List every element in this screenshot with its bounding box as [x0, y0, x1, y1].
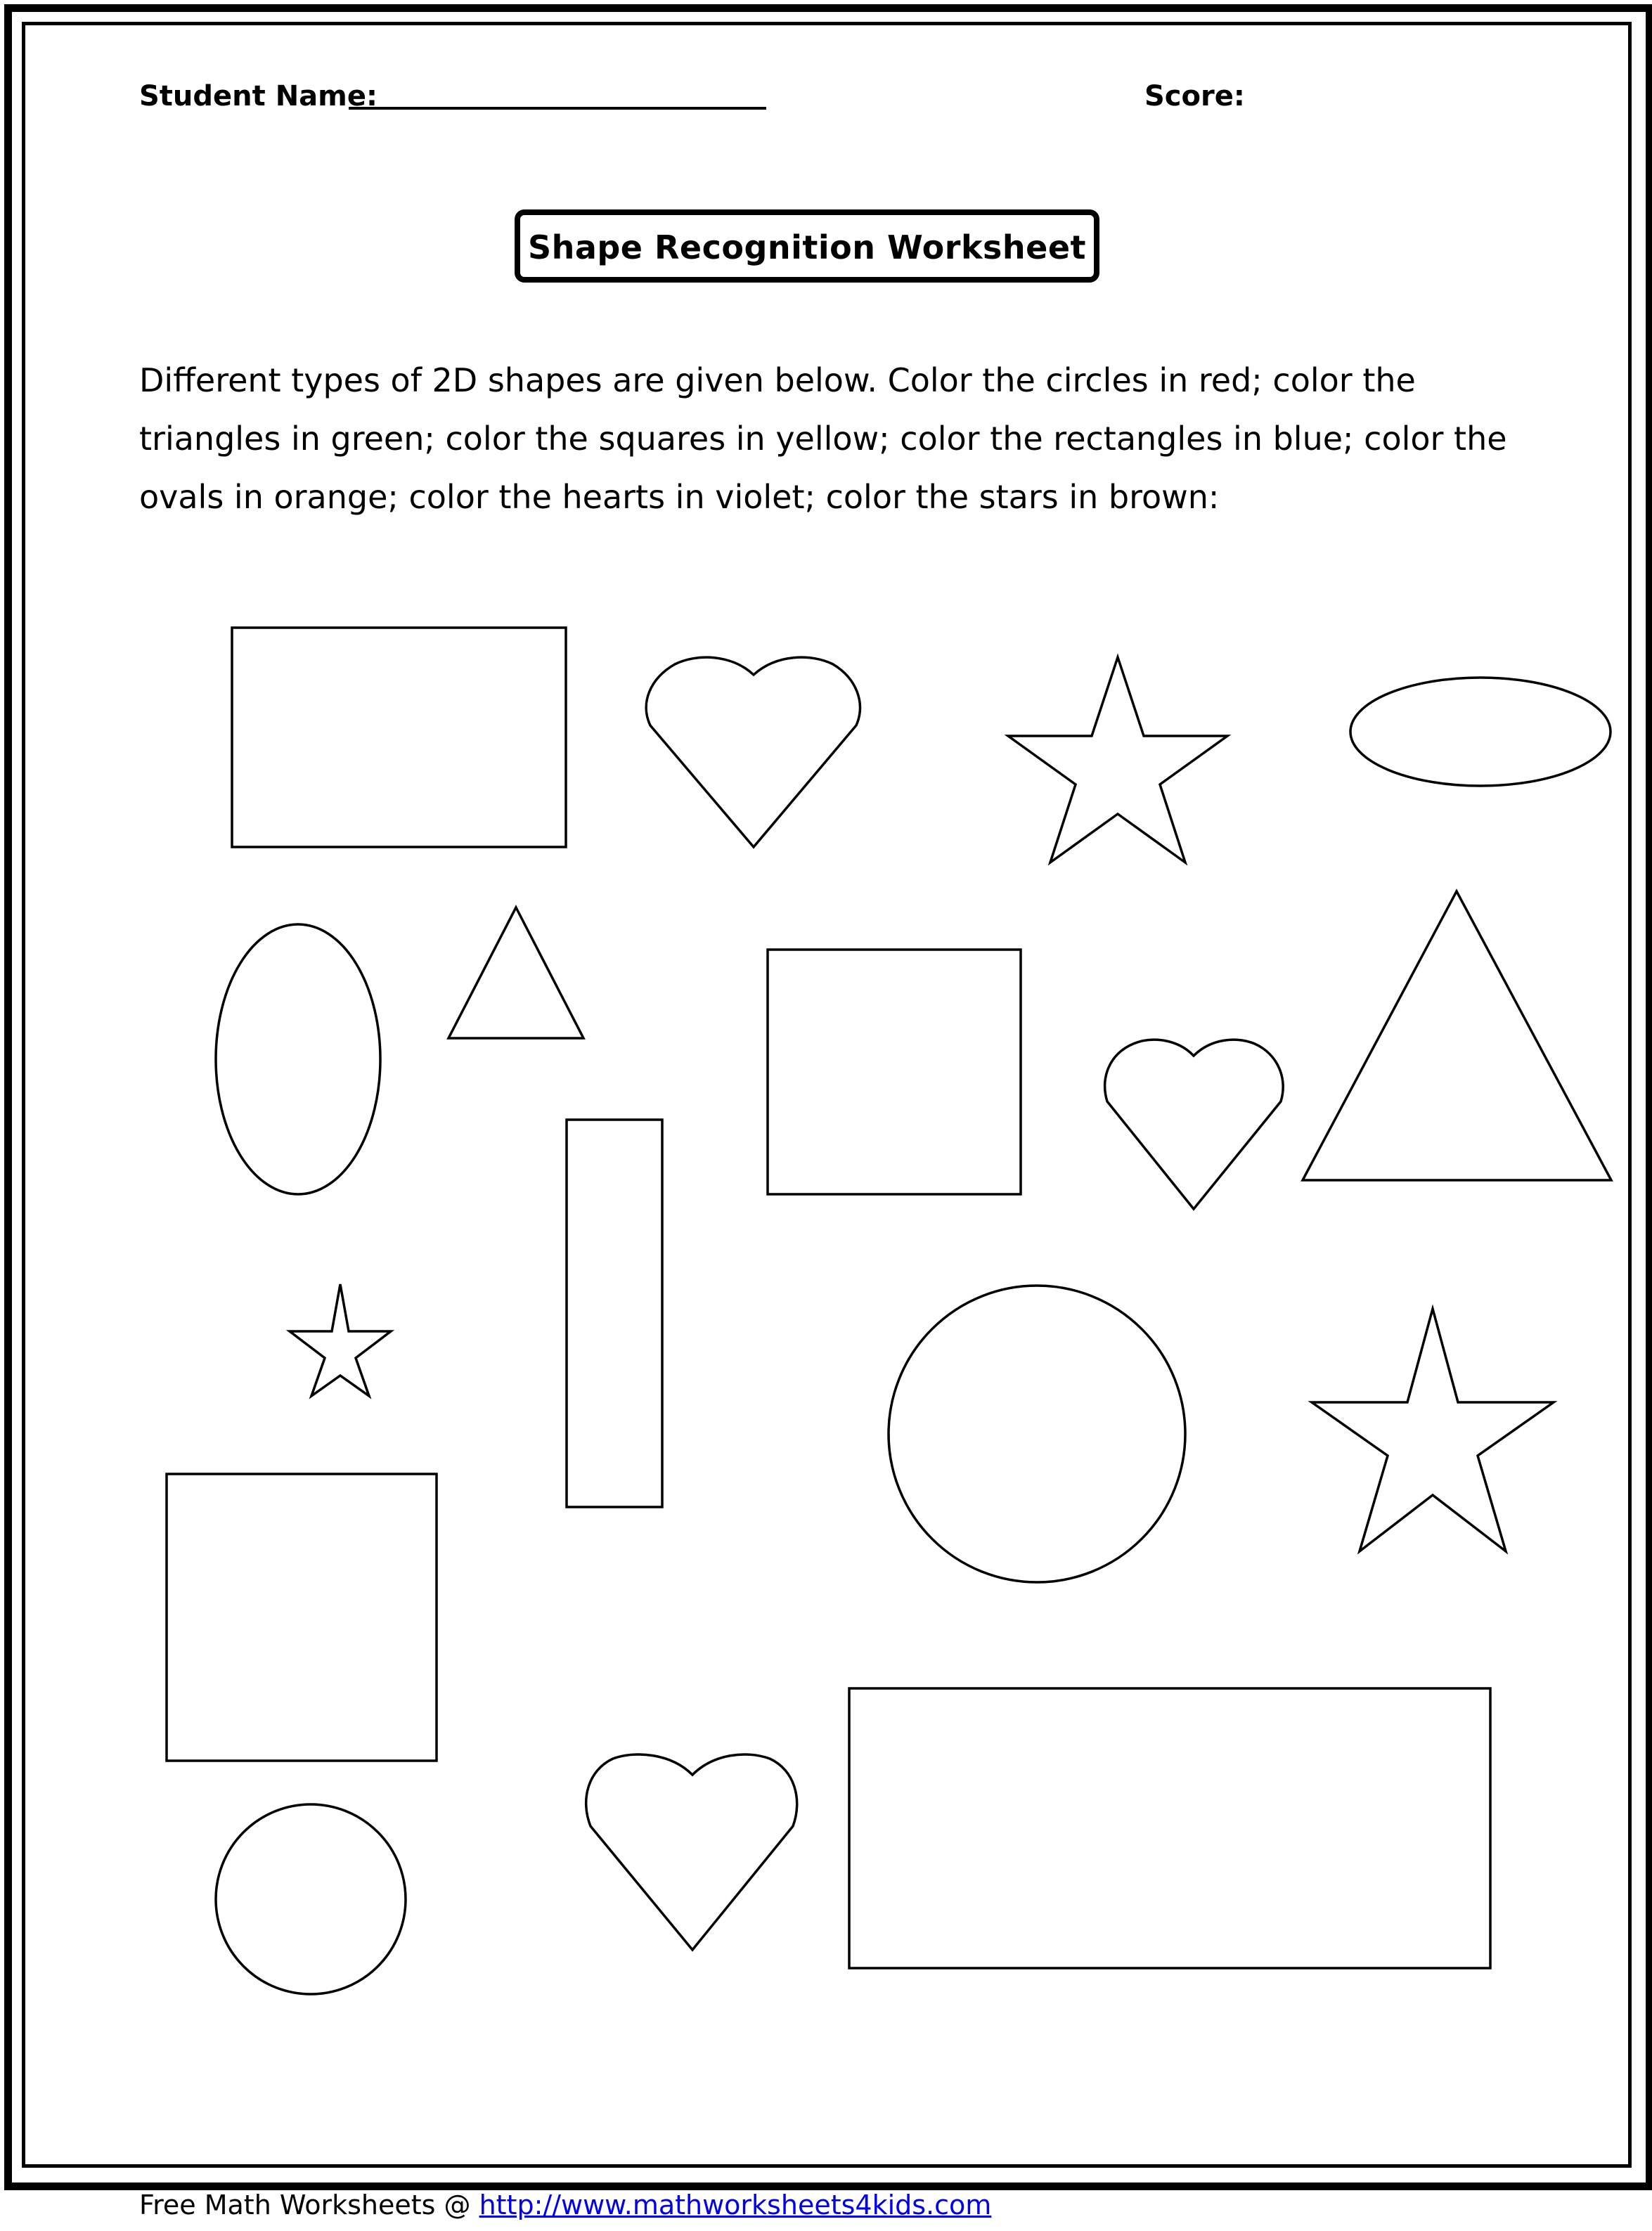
circle-shape[interactable]	[216, 1804, 406, 1994]
instructions-text: Different types of 2D shapes are given below. Color the circles in red; color the triangles in green; color the squares in yellow; color the rectangles in blue; color the ovals in orange; color the hearts in violet; color the stars in brown:	[139, 361, 1507, 516]
rectangle-shape[interactable]	[567, 1120, 662, 1507]
rectangle-shape[interactable]	[849, 1688, 1490, 1968]
square-shape[interactable]	[167, 1474, 437, 1761]
oval-shape[interactable]	[1350, 678, 1611, 786]
star-shape[interactable]	[1312, 1309, 1554, 1551]
footer	[139, 2192, 991, 2218]
oval-shape[interactable]	[216, 924, 380, 1194]
student-name-label: Student Name:	[139, 80, 377, 112]
worksheet-title: Shape Recognition Worksheet	[527, 228, 1087, 266]
square-shape[interactable]	[768, 950, 1021, 1194]
triangle-shape[interactable]	[1303, 891, 1611, 1180]
circle-shape[interactable]	[889, 1286, 1185, 1582]
heart-shape[interactable]	[1105, 1040, 1284, 1209]
score-label: Score:	[1144, 80, 1245, 112]
rectangle-shape[interactable]	[232, 628, 566, 847]
triangle-shape[interactable]	[449, 907, 583, 1038]
star-shape[interactable]	[290, 1284, 391, 1396]
heart-shape[interactable]	[646, 657, 860, 847]
footer-link[interactable]: http://www.mathworksheets4kids.com	[479, 2190, 992, 2220]
heart-shape[interactable]	[586, 1754, 797, 1950]
star-shape[interactable]	[1008, 657, 1227, 862]
footer-label: Free Math Worksheets @	[139, 2190, 479, 2220]
